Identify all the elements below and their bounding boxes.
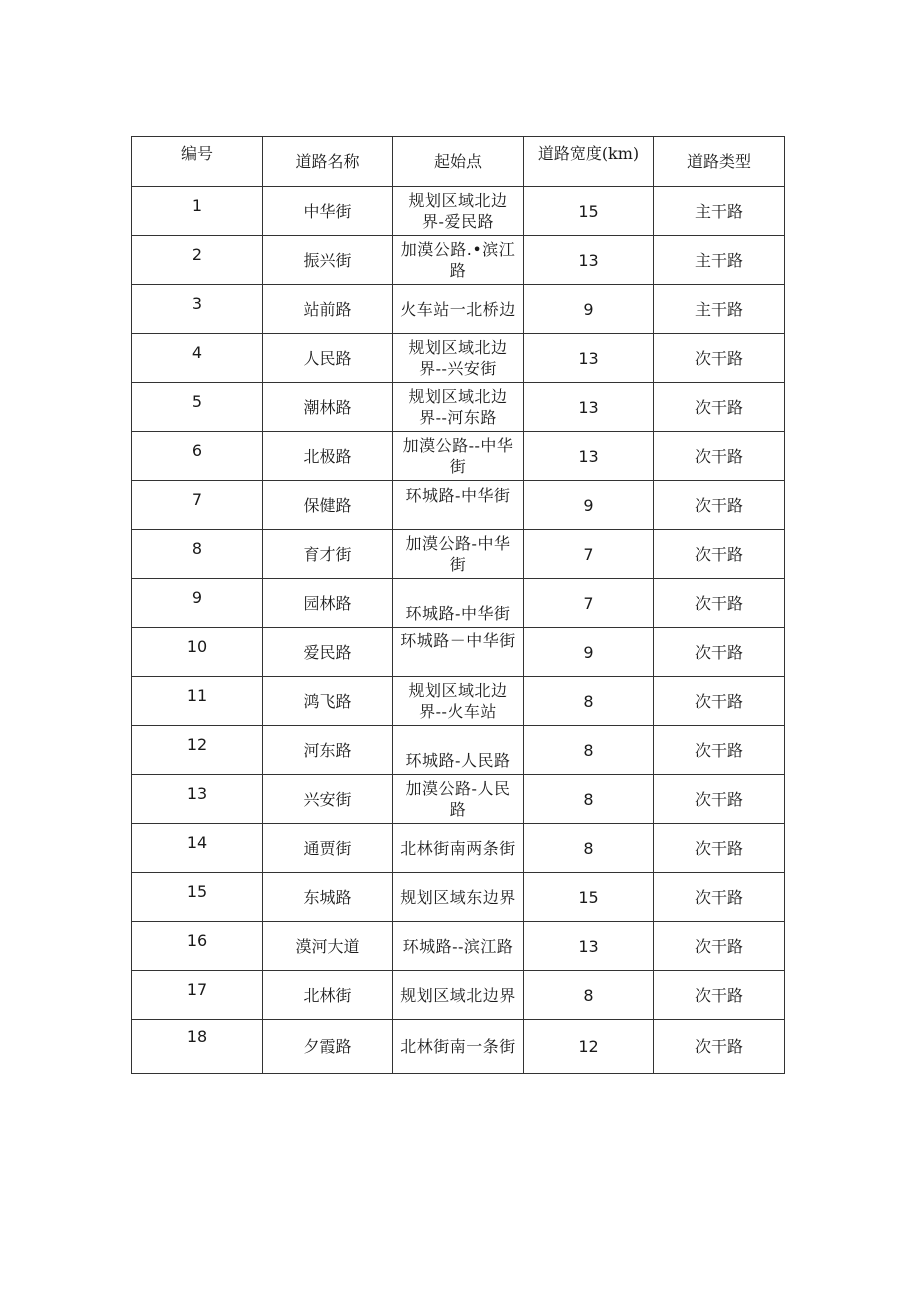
table-row [132, 922, 785, 971]
row-no: 9 [132, 579, 263, 628]
row-start: 加漠公路.•滨江路 [393, 236, 524, 285]
row-type: 主干路 [654, 236, 785, 285]
row-start: 规划区域北边界 [393, 971, 524, 1020]
row-no: 5 [132, 383, 263, 432]
row-width: 13 [524, 432, 654, 481]
row-name: 兴安街 [263, 775, 393, 824]
row-no: 4 [132, 334, 263, 383]
row-width: 9 [524, 285, 654, 334]
header-width: 道路宽度(km) [524, 137, 654, 187]
header-no: 编号 [132, 137, 263, 187]
row-no: 12 [132, 726, 263, 775]
row-no: 6 [132, 432, 263, 481]
row-name: 爱民路 [263, 628, 393, 677]
row-no: 17 [132, 971, 263, 1020]
row-type: 次干路 [654, 383, 785, 432]
row-width: 15 [524, 187, 654, 236]
row-width: 9 [524, 481, 654, 530]
table-row [132, 481, 785, 530]
row-no: 18 [132, 1020, 263, 1074]
header-name: 道路名称 [263, 137, 393, 187]
row-type: 次干路 [654, 775, 785, 824]
row-start: 环城路-人民路 [393, 726, 524, 775]
row-name: 河东路 [263, 726, 393, 775]
row-name: 育才街 [263, 530, 393, 579]
row-type: 次干路 [654, 922, 785, 971]
row-name: 振兴街 [263, 236, 393, 285]
row-start: 规划区域东边界 [393, 873, 524, 922]
row-type: 次干路 [654, 628, 785, 677]
row-width: 8 [524, 677, 654, 726]
row-name: 人民路 [263, 334, 393, 383]
table-row [132, 726, 785, 775]
row-no: 2 [132, 236, 263, 285]
row-name: 潮林路 [263, 383, 393, 432]
row-start: 加漠公路-中华街 [393, 530, 524, 579]
row-type: 主干路 [654, 187, 785, 236]
row-no: 14 [132, 824, 263, 873]
row-no: 10 [132, 628, 263, 677]
row-type: 次干路 [654, 530, 785, 579]
table-row [132, 873, 785, 922]
table-row [132, 824, 785, 873]
table-row [132, 334, 785, 383]
row-width: 13 [524, 383, 654, 432]
row-width: 9 [524, 628, 654, 677]
table-row [132, 628, 785, 677]
row-name: 东城路 [263, 873, 393, 922]
row-width: 8 [524, 775, 654, 824]
table-row [132, 187, 785, 236]
row-start: 加漠公路--中华街 [393, 432, 524, 481]
row-start: 加漠公路-人民路 [393, 775, 524, 824]
row-type: 次干路 [654, 481, 785, 530]
row-no: 7 [132, 481, 263, 530]
row-no: 16 [132, 922, 263, 971]
row-start: 规划区域北边界--兴安街 [393, 334, 524, 383]
table-row [132, 383, 785, 432]
row-type: 次干路 [654, 334, 785, 383]
row-no: 11 [132, 677, 263, 726]
row-width: 13 [524, 922, 654, 971]
table-header-row [132, 137, 785, 187]
row-name: 中华街 [263, 187, 393, 236]
row-name: 北极路 [263, 432, 393, 481]
row-start: 北林街南一条街 [393, 1020, 524, 1074]
row-width: 15 [524, 873, 654, 922]
table-row [132, 677, 785, 726]
row-width: 8 [524, 971, 654, 1020]
row-name: 保健路 [263, 481, 393, 530]
row-width: 8 [524, 726, 654, 775]
row-start: 环城路-中华街 [393, 579, 524, 628]
row-name: 漠河大道 [263, 922, 393, 971]
row-width: 13 [524, 334, 654, 383]
row-start: 规划区域北边界--火车站 [393, 677, 524, 726]
row-start: 环城路--滨江路 [393, 922, 524, 971]
header-type: 道路类型 [654, 137, 785, 187]
row-width: 7 [524, 579, 654, 628]
row-no: 8 [132, 530, 263, 579]
row-type: 次干路 [654, 1020, 785, 1074]
table-row [132, 775, 785, 824]
table-row [132, 285, 785, 334]
row-start: 环城路－中华街 [393, 628, 524, 677]
row-no: 1 [132, 187, 263, 236]
row-name: 站前路 [263, 285, 393, 334]
row-no: 3 [132, 285, 263, 334]
row-no: 13 [132, 775, 263, 824]
row-type: 次干路 [654, 873, 785, 922]
row-type: 主干路 [654, 285, 785, 334]
row-start: 火车站一北桥边 [393, 285, 524, 334]
row-name: 鸿飞路 [263, 677, 393, 726]
row-no: 15 [132, 873, 263, 922]
row-type: 次干路 [654, 677, 785, 726]
table-row [132, 971, 785, 1020]
row-name: 通贾街 [263, 824, 393, 873]
row-width: 12 [524, 1020, 654, 1074]
row-start: 规划区域北边界--河东路 [393, 383, 524, 432]
row-start: 规划区域北边界-爱民路 [393, 187, 524, 236]
row-type: 次干路 [654, 432, 785, 481]
table-row [132, 530, 785, 579]
row-start: 环城路-中华街 [393, 481, 524, 530]
row-type: 次干路 [654, 579, 785, 628]
road-table [131, 136, 785, 1074]
table-row [132, 432, 785, 481]
row-name: 园林路 [263, 579, 393, 628]
row-name: 夕霞路 [263, 1020, 393, 1074]
table-row [132, 1020, 785, 1074]
row-width: 7 [524, 530, 654, 579]
row-width: 13 [524, 236, 654, 285]
row-type: 次干路 [654, 824, 785, 873]
row-start: 北林街南两条街 [393, 824, 524, 873]
row-type: 次干路 [654, 971, 785, 1020]
table-row [132, 236, 785, 285]
header-start: 起始点 [393, 137, 524, 187]
row-type: 次干路 [654, 726, 785, 775]
row-name: 北林街 [263, 971, 393, 1020]
row-width: 8 [524, 824, 654, 873]
table-row [132, 579, 785, 628]
